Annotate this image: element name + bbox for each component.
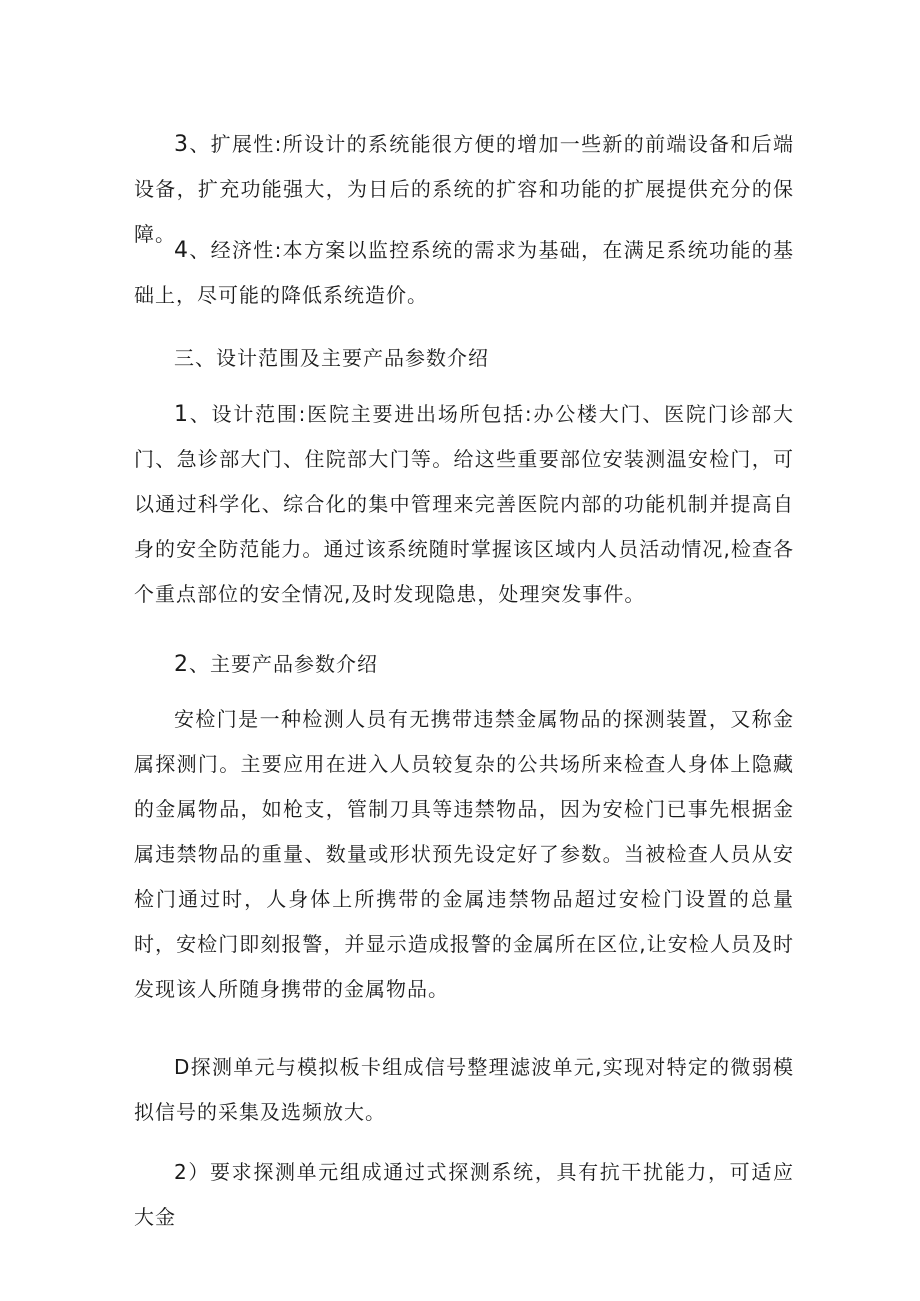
paragraph-text: 、设计范围:医院主要进出场所包括:办公楼大门、医院门诊部大门、急诊部大门、住院部大门等。给这些重要部位安装测温安检门，可以通过科学化、综合化的集中管理来完善医院内部的功能机制并提高自身的安全防范能力。通过该系统随时掌握该区域内人员活动情况,检查各个重点部位的安全情况,及时发现隐患，处理突发事件。	[134, 402, 794, 606]
paragraph-text: 、经济性:本方案以监控系统的需求为基础，在满足系统功能的基础上，尽可能的降低系统造价。	[134, 238, 794, 307]
paragraph-detection-unit: D探测单元与模拟板卡组成信号整理滤波单元,实现对特定的微弱模拟信号的采集及选频放大。	[134, 1055, 794, 1124]
section-heading: 三、设计范围及主要产品参数介绍	[174, 346, 489, 370]
paragraph-economy	[134, 228, 794, 318]
item-number: 3	[174, 132, 189, 157]
item-number: 4	[174, 238, 189, 263]
paragraph-text: 、扩展性:所设计的系统能很方便的增加一些新的前端设备和后端设备，扩充功能强大，为日后的系统的扩容和功能的扩展提供充分的保障。	[134, 132, 794, 246]
paragraph-requirement: 2）要求探测单元组成通过式探测系统，具有抗干扰能力，可适应大金	[134, 1160, 794, 1229]
item-number: 1	[174, 402, 189, 427]
paragraph-security-gate: 安检门是一种检测人员有无携带违禁金属物品的探测装置，又称金属探测门。主要应用在进入人员较复杂的公共场所来检查人身体上隐藏的金属物品，如枪支，管制刀具等违禁物品，因为安检门已事先根据金属违禁物品的重量、数量或形状预先设定好了参数。当被检查人员从安检门通过时，人身体上所携带的金属违禁物品超过安检门设置的总量时，安检门即刻报警，并显示造成报警的金属所在区位,让安检人员及时发现该人所随身携带的金属物品。	[134, 707, 794, 1001]
paragraph-text: 、主要产品参数介绍	[189, 652, 378, 676]
subheading-product-params	[134, 642, 794, 687]
paragraph-design-scope	[134, 392, 794, 617]
item-number: 2	[174, 652, 189, 677]
